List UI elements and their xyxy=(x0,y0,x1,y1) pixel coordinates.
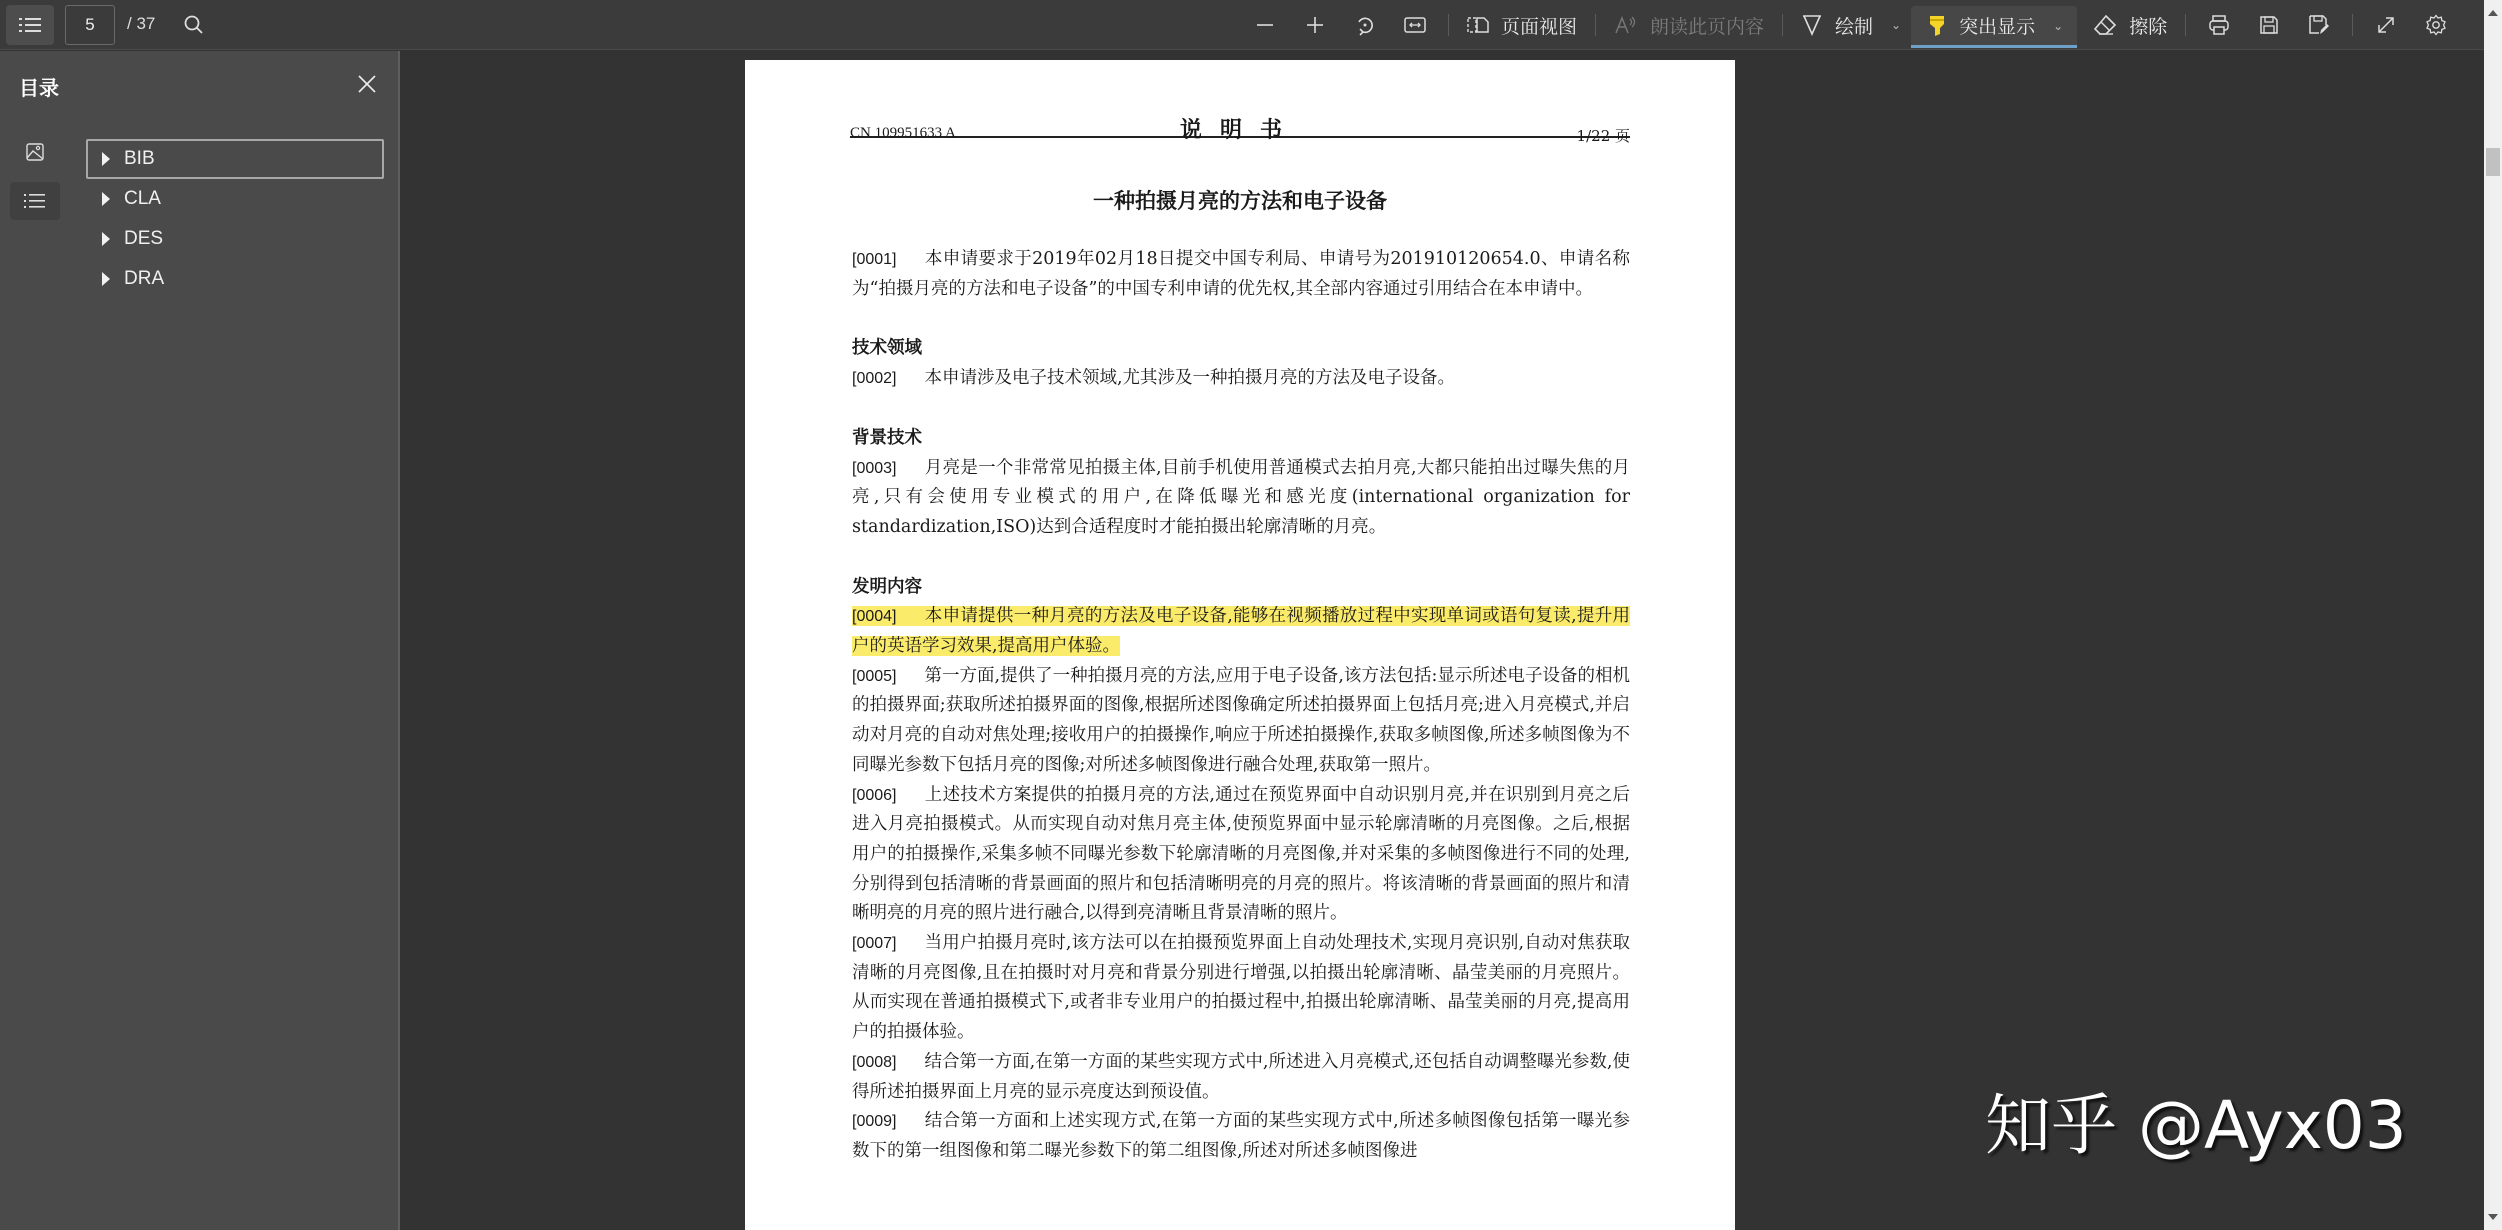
toolbar-divider xyxy=(2185,14,2186,36)
toolbar-divider xyxy=(1782,14,1783,36)
toc-item-des[interactable] xyxy=(86,219,384,259)
document-body xyxy=(852,245,1630,1167)
paragraph-number: [0006] xyxy=(852,786,897,804)
expand-triangle-icon[interactable] xyxy=(102,152,110,166)
save-as-button[interactable] xyxy=(2294,5,2344,45)
paragraph-number: [0001] xyxy=(852,251,897,268)
page-view-icon xyxy=(1467,15,1489,35)
search-button[interactable] xyxy=(174,5,214,45)
paragraph xyxy=(852,662,1630,781)
paragraph-text: 结合第一方面和上述实现方式,在第一方面的某些实现方式中,所述多帧图像包括第一曝光参数下的第一组图像和第二曝光参数下的第二组图像,所述对所述多帧图像进 xyxy=(852,1111,1630,1161)
print-button[interactable] xyxy=(2194,5,2244,45)
sidebar-title: 目录 xyxy=(19,78,59,100)
page-view-label: 页面视图 xyxy=(1501,16,1578,38)
page-indicator: 1/22 页 xyxy=(1576,127,1630,145)
fit-width-icon xyxy=(1404,16,1426,34)
paragraph xyxy=(852,245,1630,304)
draw-button[interactable] xyxy=(1791,5,1911,45)
paragraph-number: [0009] xyxy=(852,1113,897,1131)
gear-icon xyxy=(2425,14,2447,36)
chevron-down-icon[interactable]: ⌄ xyxy=(2053,18,2064,33)
page-number-input[interactable]: 5 xyxy=(65,5,115,45)
expand-triangle-icon[interactable] xyxy=(102,192,110,206)
toolbar-right xyxy=(1240,0,2461,50)
watermark: 知乎 @Ayx03 xyxy=(1985,1087,2407,1164)
expand-icon xyxy=(2376,15,2396,35)
draw-icon xyxy=(1801,13,1823,37)
paragraph-text: 上述技术方案提供的拍摄月亮的方法,通过在预览界面中自动识别月亮,并在识别到月亮之后进入月亮拍摄模式。从而实现自动对焦月亮主体,使预览界面中显示轮廓清晰的月亮图像。之后,根据用户的拍摄操作,采集多帧不同曝光参数下轮廓清晰的月亮图像,并对采集的多帧图像进行不同的处理,分别得到包括清晰的背景画面的照片和包括清晰明亮的月亮的照片。将该清晰的背景画面的照片和清晰明亮的月亮的照片进行融合,以得到亮清晰且背景清晰的照片。 xyxy=(852,784,1630,924)
fullscreen-button[interactable] xyxy=(2361,5,2411,45)
search-icon xyxy=(183,14,205,36)
sidebar-tab-toc[interactable] xyxy=(10,182,60,220)
toc-list xyxy=(86,139,384,299)
section-heading: 发明内容 xyxy=(852,576,922,597)
save-as-icon xyxy=(2308,14,2330,36)
rotate-icon xyxy=(1354,14,1376,36)
paragraph-text: 结合第一方面,在第一方面的某些实现方式中,所述进入月亮模式,还包括自动调整曝光参数,使得所述拍摄界面上月亮的显示亮度达到预设值。 xyxy=(852,1051,1630,1102)
scrollbar-thumb[interactable] xyxy=(2486,148,2500,176)
draw-label: 绘制 xyxy=(1835,16,1874,38)
toc-item-bib[interactable] xyxy=(86,139,384,179)
toc-item-cla[interactable] xyxy=(86,179,384,219)
paragraph-text: 当用户拍摄月亮时,该方法可以在拍摄预览界面上自动处理技术,实现月亮识别,自动对焦获取清晰的月亮图像,且在拍摄时对月亮和背景分别进行增强,以拍摄出轮廓清晰、晶莹美丽的月亮照片。从而实现在普通拍摄模式下,或者非专业用户的拍摄过程中,拍摄出轮廓清晰、晶莹美丽的月亮,提高用户的拍摄体验。 xyxy=(852,933,1630,1043)
save-icon xyxy=(2259,15,2279,35)
plus-icon xyxy=(1305,15,1325,35)
print-icon xyxy=(2208,14,2230,36)
page-header-title: 说明书 xyxy=(1179,118,1300,143)
scroll-down-arrow-icon[interactable] xyxy=(2488,1214,2498,1220)
expand-triangle-icon[interactable] xyxy=(102,272,110,286)
read-aloud-icon xyxy=(1614,15,1638,35)
paragraph-number: [0004] xyxy=(852,608,897,626)
page-header xyxy=(850,110,1630,145)
section-heading: 背景技术 xyxy=(852,427,922,448)
chevron-down-icon[interactable]: ⌄ xyxy=(1891,18,1902,32)
highlight-annotation[interactable] xyxy=(852,606,1630,656)
toolbar xyxy=(0,0,2484,50)
toc-item-label: DES xyxy=(124,228,164,249)
toc-item-label: DRA xyxy=(124,268,165,289)
paragraph xyxy=(852,1107,1630,1166)
toc-toggle-button[interactable] xyxy=(6,5,54,45)
close-icon xyxy=(354,71,380,97)
paragraph xyxy=(852,454,1630,543)
read-aloud-label: 朗读此页内容 xyxy=(1650,16,1765,38)
minus-icon xyxy=(1255,15,1275,35)
paragraph-number: [0008] xyxy=(852,1053,897,1071)
image-icon xyxy=(25,142,45,162)
paragraph xyxy=(852,929,1630,1048)
paragraph-number: [0002] xyxy=(852,370,897,388)
toolbar-divider xyxy=(1595,14,1596,36)
highlighter-icon xyxy=(1927,14,1947,38)
toc-item-dra[interactable] xyxy=(86,259,384,299)
toolbar-divider xyxy=(2352,14,2353,36)
paragraph-number: [0005] xyxy=(852,667,897,685)
read-aloud-button[interactable] xyxy=(1604,5,1774,45)
document-viewer[interactable] xyxy=(402,51,2484,1230)
paragraph-text: 本申请要求于2019年02月18日提交中国专利局、申请号为201910120654.0、申请名称为“拍摄月亮的方法和电子设备”的中国专利申请的优先权,其全部内容通过引用结合在本申请中。 xyxy=(852,249,1630,299)
zoom-out-button[interactable] xyxy=(1240,5,1290,45)
settings-button[interactable] xyxy=(2411,5,2461,45)
paragraph-text: 月亮是一个非常常见拍摄主体,目前手机使用普通模式去拍月亮,大都只能拍出过曝失焦的月亮,只有会使用专业模式的用户,在降低曝光和感光度(international organization for standardization,ISO)达到合适程度时才能拍摄出轮廓清晰的月亮。 xyxy=(852,457,1630,537)
fit-width-button[interactable] xyxy=(1390,5,1440,45)
paragraph-text: 本申请涉及电子技术领域,尤其涉及一种拍摄月亮的方法及电子设备。 xyxy=(924,368,1456,389)
eraser-icon xyxy=(2093,14,2117,36)
sidebar-tab-thumbnails[interactable] xyxy=(10,133,60,171)
paragraph-number: [0007] xyxy=(852,935,897,953)
zoom-in-button[interactable] xyxy=(1290,5,1340,45)
sidebar-close-button[interactable] xyxy=(354,71,380,97)
toc-item-label: CLA xyxy=(124,188,161,209)
page-view-button[interactable] xyxy=(1457,5,1587,45)
vertical-scrollbar[interactable] xyxy=(2484,0,2502,1230)
section-heading: 技术领域 xyxy=(852,338,922,359)
rotate-button[interactable] xyxy=(1340,5,1390,45)
paragraph xyxy=(852,1048,1630,1107)
highlight-label: 突出显示 xyxy=(1959,17,2036,38)
expand-triangle-icon[interactable] xyxy=(102,232,110,246)
paragraph xyxy=(852,364,1630,394)
save-button[interactable] xyxy=(2244,5,2294,45)
pdf-page[interactable] xyxy=(745,60,1735,1230)
erase-label: 擦除 xyxy=(2129,16,2168,38)
list-icon xyxy=(19,17,41,33)
paragraph-number: [0003] xyxy=(852,459,897,477)
patent-number: CN 109951633 A xyxy=(850,125,956,141)
paragraph-highlighted[interactable] xyxy=(852,602,1630,661)
page-total: / 37 xyxy=(127,14,156,33)
toc-item-label: BIB xyxy=(124,148,155,169)
paragraph xyxy=(852,781,1630,930)
paragraph-text: 本申请提供一种月亮的方法及电子设备,能够在视频播放过程中实现单词或语句复读,提升用户的英语学习效果,提高用户体验。 xyxy=(852,606,1630,657)
paragraph-text: 第一方面,提供了一种拍摄月亮的方法,应用于电子设备,该方法包括:显示所述电子设备的相机的拍摄界面;获取所述拍摄界面的图像,根据所述图像确定所述拍摄界面上包括月亮;进入月亮模式,并启动对月亮的自动对焦处理;接收用户的拍摄操作,响应于所述拍摄操作,获取多帧图像,所述多帧图像为不同曝光参数下包括月亮的图像;对所述多帧图像进行融合处理,获取第一照片。 xyxy=(852,665,1630,775)
toc-sidebar xyxy=(0,51,400,1230)
list-icon xyxy=(24,193,46,209)
document-title: 一种拍摄月亮的方法和电子设备 xyxy=(1093,189,1387,213)
erase-button[interactable] xyxy=(2083,5,2177,45)
scroll-up-arrow-icon[interactable] xyxy=(2488,10,2498,16)
highlight-button[interactable] xyxy=(1911,6,2077,48)
toolbar-divider xyxy=(1448,14,1449,36)
